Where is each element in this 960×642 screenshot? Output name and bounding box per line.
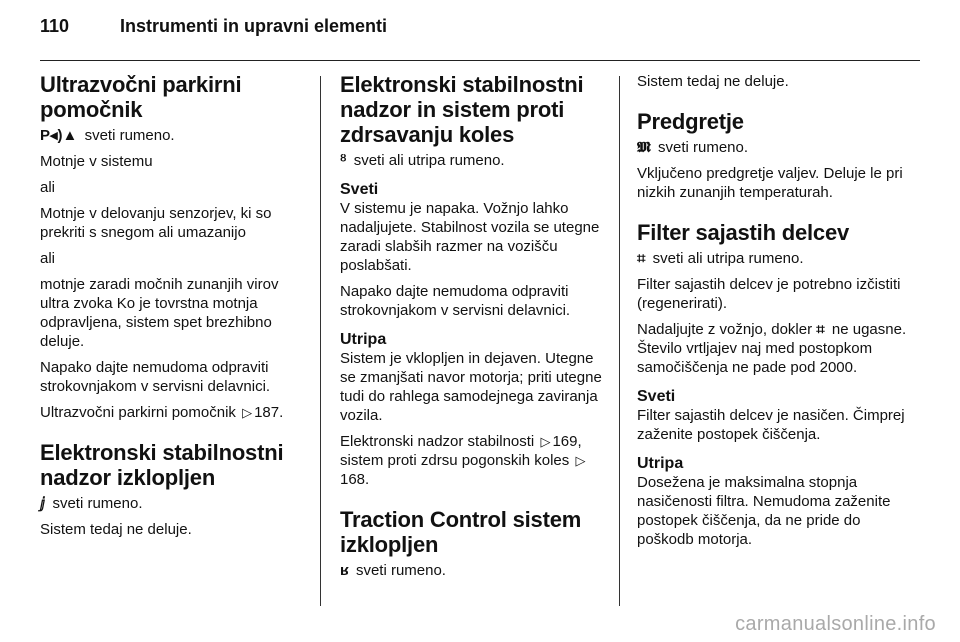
column-2 [340,72,610,587]
paragraph: motnje zaradi močnih zunanjih virov ultra zvoka Ko je tovrstna motnja odpravljena, sistem spet brezhibno deluje. [40,276,279,350]
ref-text: Ultrazvočni parkirni pomočnik [40,404,236,421]
paragraph: Motnje v sistemu [40,153,153,170]
column-divider-2 [619,76,620,606]
page-ref-arrow-icon: ▷ [540,434,551,449]
section-title-traction-off [340,507,610,557]
paragraph: Dosežena je maksimalna stopnja nasičenosti filtra. Nemudoma zaženite postopek čiščenja, da ne pride do poškodb motorja. [637,474,891,548]
page-number: 110 [40,16,70,36]
paragraph: Sistem tedaj ne deluje. [40,521,192,538]
paragraph [340,432,610,489]
subheading: Sveti [637,388,676,405]
page-ref-link[interactable]: 168. [340,471,370,488]
subheading: Sveti [340,181,379,198]
title-line: zdrsavanju koles [340,122,515,147]
icon-text: sveti ali utripa rumeno. [353,152,505,169]
subheading: Utripa [340,331,387,348]
paragraph: ali [40,250,56,267]
header-rule [40,60,920,61]
particle-filter-icon: ⌗ [816,321,825,338]
paragraph: Filter sajastih delcev je potrebno izčistiti (regenerirati). [637,276,901,312]
title-line: Ultrazvočni parkirni [40,72,242,97]
icon-text: sveti rumeno. [52,495,143,512]
paragraph: Vključeno predgretje valjev. Deluje le pri nizkih zunanjih temperaturah. [637,165,903,201]
icon-text: sveti rumeno. [84,127,175,144]
section-title-esc-off [40,440,310,490]
column-3 [637,72,917,556]
ref-text: sistem proti zdrsu pogonskih koles [340,452,570,469]
title-line: Elektronski stabilnostni [340,72,584,97]
paragraph: Filter sajastih delcev je nasičen. Čimprej zaženite postopek čiščenja. [637,407,905,443]
paragraph [40,494,310,513]
paragraph [637,320,917,377]
paragraph [340,151,610,170]
page-ref-link[interactable]: 169, [552,433,582,450]
page-ref-arrow-icon: ▷ [242,405,253,420]
paragraph [637,138,917,157]
paragraph [40,403,310,422]
traction-off-icon: ʁ [340,562,349,579]
title-line: nadzor in sistem proti [340,97,565,122]
parking-assist-icon: P◂)▲ [40,127,78,144]
inline-text: ne ugasne. Število vrtljajev naj med postopkom samočiščenja ne pade pod 2000. [637,321,907,376]
title-line: Traction Control sistem [340,507,582,532]
paragraph: Motnje v delovanju senzorjev, ki so prekriti s snegom ali umazanijo [40,205,272,241]
subheading: Utripa [637,455,684,472]
chapter-title: Instrumenti in upravni elementi [120,16,388,36]
paragraph [637,249,917,268]
section-title-esc [340,72,610,147]
section-title-preheating: Predgretje [637,109,744,134]
paragraph: V sistemu je napaka. Vožnjo lahko nadaljujete. Stabilnost vozila se utegne zaradi slabših razmer na vozišču poslabšati. [340,200,600,274]
column-1 [40,72,310,546]
section-title-particle-filter: Filter sajastih delcev [637,220,850,245]
icon-text: sveti ali utripa rumeno. [652,250,804,267]
paragraph: Sistem tedaj ne deluje. [637,73,789,90]
esc-off-icon: ⅉ [40,495,46,512]
paragraph: Sistem je vklopljen in dejaven. Utegne se zmanjšati navor motorja; priti utegne tudi do rahlega samodejnega zaviranja vozila. [340,350,602,424]
esc-icon: ᴽ [340,152,347,169]
inline-text: Nadaljujte z vožnjo, dokler [637,321,813,338]
title-line: Elektronski stabilnostni [40,440,284,465]
page-ref-link[interactable]: 187. [254,404,284,421]
paragraph: Napako dajte nemudoma odpraviti strokovnjakom v servisni delavnici. [40,359,271,395]
column-divider-1 [320,76,321,606]
paragraph: ali [40,179,56,196]
glow-plug-icon: 𝕸 [637,139,651,156]
paragraph [340,561,610,580]
paragraph: Napako dajte nemudoma odpraviti strokovnjakom v servisni delavnici. [340,283,571,319]
icon-text: sveti rumeno. [658,139,749,156]
ref-text: Elektronski nadzor stabilnosti [340,433,535,450]
title-line: pomočnik [40,97,143,122]
page-ref-arrow-icon: ▷ [575,453,586,468]
title-line: nadzor izklopljen [40,465,216,490]
title-line: izklopljen [340,532,439,557]
watermark: carmanualsonline.info [735,613,936,635]
paragraph [40,126,310,145]
icon-text: sveti rumeno. [355,562,446,579]
particle-filter-icon: ⌗ [637,250,646,267]
section-title-parking-assist [40,72,310,122]
page-header [40,16,387,46]
